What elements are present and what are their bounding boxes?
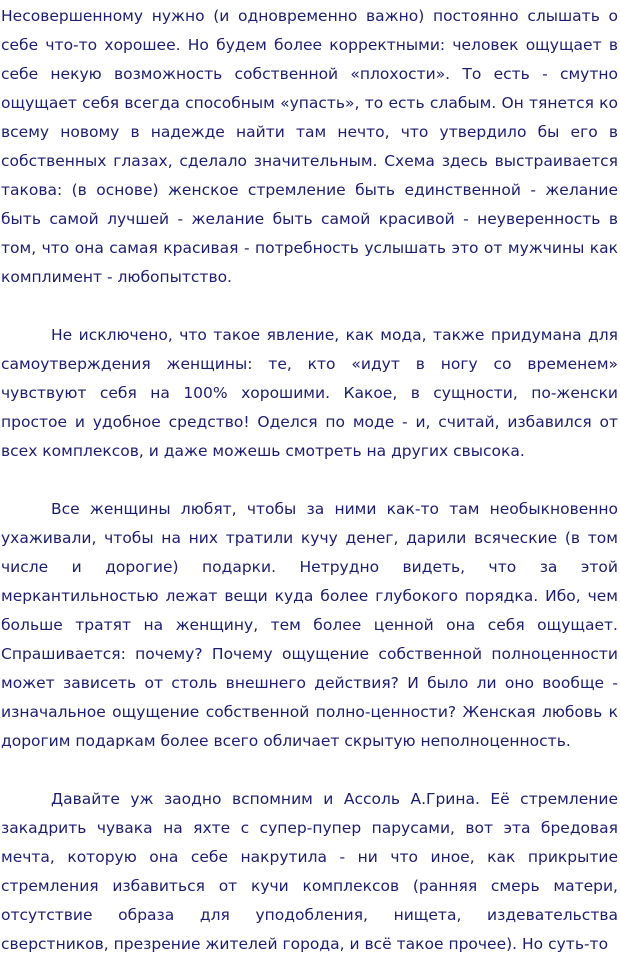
text-line: больше тратят на женщину, тем более ценной она себя ощущает. [1,616,618,634]
text-line: комплимент - любопытство. [1,268,232,286]
text-line: всех комплексов, и даже можешь смотреть на других свысока. [1,442,525,460]
text-line: ухаживали, чтобы на них тратили кучу денег, дарили всяческие (в том [1,529,618,547]
text-line: изначальное ощущение собственной полно-ценности? Женская любовь к [1,703,618,721]
text-line: себе некую возможность собственной «плохости». То есть - смутно [1,65,618,83]
text-line: отсутствие образа для уподобления, нищета, издевательства [1,906,618,924]
paragraph [1,785,618,959]
text-line: может зависеть от столь внешнего действия? И было ли оно вообще - [1,674,618,692]
text-line: Все женщины любят, чтобы за ними как-то там необыкновенно [51,500,618,518]
text-line: себе что-то хорошее. Но будем более корректными: человек ощущает в [1,36,618,54]
text-line: мечта, которую она себе накрутила - ни что иное, как прикрытие [1,848,618,866]
text-line: самоутверждения женщины: те, кто «идут в ногу со временем» [1,355,618,373]
text-line: стремления избавиться от кучи комплексов (ранняя смерь матери, [1,877,618,895]
text-line: закадрить чувака на яхте с супер-пупер парусами, вот эта бредовая [1,819,618,837]
text-line: числе и дорогие) подарки. Нетрудно видеть, что за этой [1,558,618,576]
text-line: меркантильностью лежат вещи куда более глубокого порядка. Ибо, чем [1,587,618,605]
text-line: простое и удобное средство! Оделся по моде - и, считай, избавился от [1,413,618,431]
text-line: Давайте уж заодно вспомним и Ассоль А.Грина. Её стремление [51,790,618,808]
text-line: Не исключено, что такое явление, как мода, также придумана для [51,326,618,344]
text-line: всему новому в надежде найти там нечто, что утвердило бы его в [1,123,618,141]
paragraph [1,321,618,466]
paragraph [1,2,618,292]
text-line: Несовершенному нужно (и одновременно важно) постоянно слышать о [1,7,618,25]
paragraph [1,495,618,756]
text-line: том, что она самая красивая - потребность услышать это от мужчины как [1,239,618,257]
text-line: Спрашивается: почему? Почему ощущение собственной полноценности [1,645,618,663]
text-line: сверстников, презрение жителей города, и всё такое прочее). Но суть-то [1,935,609,953]
text-line: такова: (в основе) женское стремление быть единственной - желание [1,181,618,199]
text-line: дорогим подаркам более всего обличает скрытую неполноценность. [1,732,571,750]
text-line: чувствуют себя на 100% хорошими. Какое, в сущности, по-женски [1,384,618,402]
text-line: быть самой лучшей - желание быть самой красивой - неуверенность в [1,210,618,228]
text-line: собственных глазах, сделало значительным. Схема здесь выстраивается [1,152,618,170]
text-line: ощущает себя всегда способным «упасть», то есть слабым. Он тянется ко [1,94,618,112]
